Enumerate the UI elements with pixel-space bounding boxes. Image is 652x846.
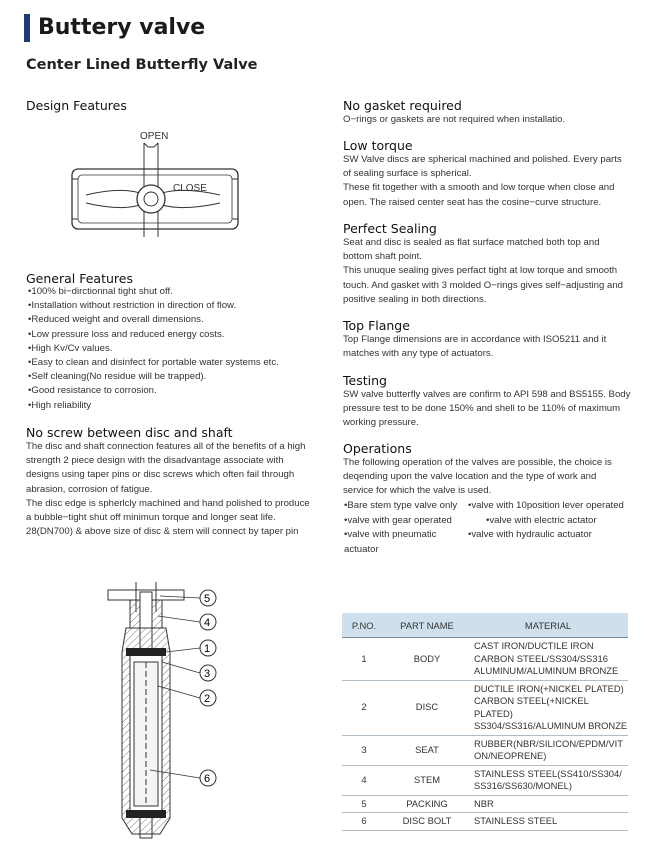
list-item: • valve with 10position lever operated [468,499,638,514]
cell-name: STEM [386,765,468,795]
callout-3 [200,665,216,681]
callout-label: 5 [204,593,211,605]
callout-2 [200,690,216,706]
col-header: PART NAME [386,613,468,638]
table-row [342,735,628,765]
table-row [342,813,628,831]
table-row [342,795,628,813]
list-item: • Reduced weight and overall dimensions. [28,313,328,327]
paragraph: The disc edge is spherlcly machined and hand polished to produce a bubble−tight shut off minimun torque and longer seat life. [26,497,310,524]
material-line: CARBON STEEL(+NICKEL PLATED) [474,695,589,719]
table-header-row [342,613,628,638]
design-features-heading: Design Features [26,98,127,113]
material-line: CARBON STEEL/SS304/SS316 [474,652,608,664]
operations-heading: Operations [343,441,412,456]
no-screw-heading: No screw between disc and shaft [26,425,233,440]
paragraph: SW Valve discs are spherical machined and polished. Every parts of sealing surface is spherical. [343,154,622,180]
material-line: DUCTILE IRON(+NICKEL PLATED) [474,682,624,694]
cell-name: PACKING [386,795,468,813]
callout-label: 3 [204,668,211,680]
table-row [342,765,628,795]
low-torque-heading: Low torque [343,138,413,153]
callout-label: 6 [204,773,211,785]
paragraph: 28(DN700) & above size of disc & stem will connect by taper pin [26,526,299,538]
top-flange-heading: Top Flange [343,318,410,333]
list-item: • High Kv/Cv values. [28,342,328,356]
col-header: MATERIAL [468,613,628,638]
gasket-heading: No gasket required [343,98,462,113]
page-subtitle: Center Lined Butterfly Valve [26,57,258,73]
top-flange-text: Top Flange dimensions are in accordance with ISO5211 and it matches with any type of actuators. [343,334,607,360]
callout-label: 4 [204,617,211,629]
callout-label: 2 [204,693,211,705]
list-item: • Low pressure loss and reduced energy costs. [28,328,328,342]
general-features-list [28,285,328,413]
open-close-diagram [60,125,250,245]
testing-text: SW valve butterfly valves are confirm to API 598 and BS5155. Body pressure test to be done 150% and shell to be 110% of maximum working pressure. [343,389,631,429]
paragraph: This unuque sealing gives perfact tight at low torque and smooth touch. And gasket with 3 molded O−rings gives self−adjusting and positive sealing in both directions. [343,265,623,305]
table-row [342,638,628,681]
list-item: • High reliability [28,399,328,413]
paragraph: These fit together with a smooth and low torque when close and open. The raised center seat has the cosine−curve structure. [343,182,615,208]
list-item: • Bare stem type valve only [344,499,468,514]
operations-list [344,499,638,557]
material-line: ON/NEOPRENE) [474,750,547,761]
material-line: RUBBER(NBR/SILICON/EPDM/VIT [474,737,623,749]
cell-no: 4 [342,765,386,795]
cell-material: NBR [468,795,628,813]
valve-section-drawing [100,582,230,842]
parts-table [342,613,628,831]
material-line: CAST IRON/DUCTILE IRON [474,640,594,651]
list-item: • 100% bi−dirctionnal tight shut off. [28,285,328,299]
cell-name: BODY [386,638,468,681]
list-item: • Easy to clean and disinfect for portable water systems etc. [28,356,328,370]
close-label: CLOSE [173,183,207,194]
cell-no: 3 [342,735,386,765]
cell-no: 2 [342,680,386,735]
material-line: STAINLESS STEEL(SS410/SS304/ [474,767,622,779]
paragraph: The disc and shaft connection features all of the benefits of a high strength 2 piece design with the disadvantage associate with designs using taper pins or disc screws which often fail through abrasion, corrosion of fatigue. [26,441,306,495]
cell-name: SEAT [386,735,468,765]
open-label: OPEN [140,131,169,142]
col-header: P.NO. [342,613,386,638]
callout-1 [200,640,216,656]
page-title: Buttery valve [38,15,206,40]
perfect-sealing-heading: Perfect Sealing [343,221,437,236]
low-torque-text [343,153,629,210]
material-line: ALUMINUM/ALUMINUM BRONZE [474,665,619,676]
cell-material [468,765,628,795]
callout-6 [200,770,216,786]
cell-material: STAINLESS STEEL [468,813,628,831]
list-item: • valve with electric actator [468,514,638,529]
cell-material [468,638,628,681]
cell-no: 6 [342,813,386,831]
material-line: SS304/SS316/ALUMINUM BRONZE [474,720,628,731]
testing-heading: Testing [343,373,387,388]
paragraph: Seat and disc is sealed as flat surface matched both top and bottom shaft point. [343,237,600,263]
list-item: • Installation without restriction in direction of flow. [28,299,328,313]
no-screw-text [26,440,314,539]
perfect-sealing-text [343,236,629,307]
callout-5 [200,590,216,606]
list-item: • Self cleaning(No residue will be trapped). [28,370,328,384]
cell-material [468,680,628,735]
list-item: • valve with gear operated [344,514,468,529]
cell-no: 5 [342,795,386,813]
callout-label: 1 [204,643,211,655]
cell-name: DISC BOLT [386,813,468,831]
operations-text: The following operation of the valves are possible, the choice is deqending upon the valve location and the type of work and service for which the valve is used. [343,457,612,497]
list-item: • valve with hydraulic actuator [468,528,638,557]
gasket-text: O−rings or gaskets are not required when installatio. [343,114,566,125]
title-accent-bar [24,14,30,42]
list-item: • valve with pneumatic actuator [344,528,468,557]
general-features-heading: General Features [26,271,133,286]
material-line: SS316/SS630/MONEL) [474,780,572,791]
cell-material [468,735,628,765]
table-row [342,680,628,735]
callout-4 [200,614,216,630]
list-item: • Good resistance to corrosion. [28,384,328,398]
cell-no: 1 [342,638,386,681]
cell-name: DISC [386,680,468,735]
